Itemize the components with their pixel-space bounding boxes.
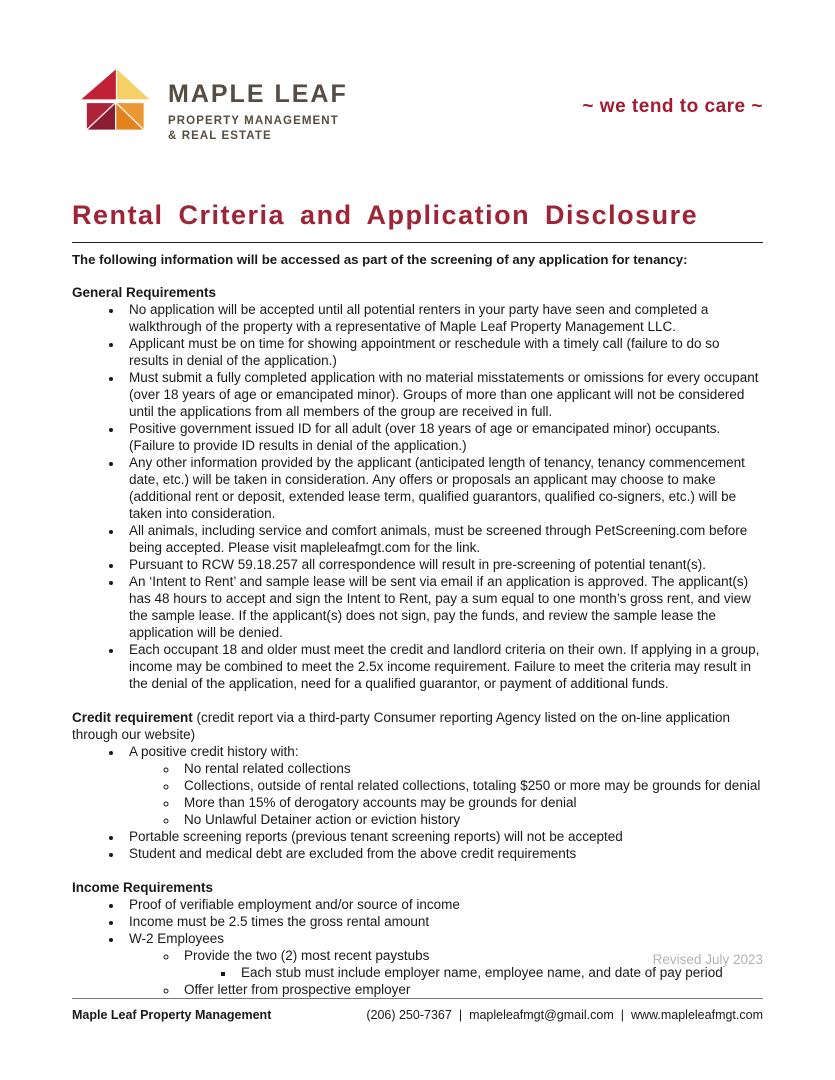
list-item-text: Proof of verifiable employment and/or source of income [129,897,460,912]
list-item-text: Portable screening reports (previous tenant screening reports) will not be accepted [129,829,623,844]
list-item [123,522,763,556]
list-item [123,641,763,692]
section-income-requirements [72,879,763,998]
list-item [123,573,763,641]
document-header [72,58,763,144]
section-heading-text: Credit requirement [72,710,193,725]
list-item-text: A positive credit history with: [129,744,299,759]
list-item [178,794,763,811]
list-item-text: An ‘Intent to Rent’ and sample lease will be sent via email if an application is approved. The applicant(s) has 48 hours to accept and sign the Intent to Rent, pay a sum equal to one month’s gross rent, and view the sample lease. If the applicant(s) does not sign, pay the funds, and review the sample lease the application will be denied. [129,574,751,640]
list-item [123,896,763,913]
list-item-text: Provide the two (2) most recent paystubs [184,948,430,963]
bullet-list-level-0 [72,743,763,862]
list-item-text: Must submit a fully completed application with no material misstatements or omissions for every occupant (over 18 years of age or emancipated minor). Groups of more than one applicant will not be considered until the applications from all members of the group are received in full. [129,370,759,419]
list-item-text: No rental related collections [184,761,351,776]
list-item [178,777,763,794]
list-item-text: All animals, including service and comfort animals, must be screened through PetScreening.com before being accepted. Please visit mapleleafmgt.com for the link. [129,523,748,555]
general-requirements-list [72,301,763,692]
logo-subtitle-1: PROPERTY MANAGEMENT [168,115,339,127]
list-item [123,420,763,454]
list-item-text: Income must be 2.5 times the gross rental amount [129,914,430,929]
list-item [123,913,763,930]
document-footer [72,998,763,1022]
house-logo-icon [72,58,156,142]
section-general-requirements [72,284,763,692]
section-heading [72,284,763,301]
section-credit-requirement [72,709,763,862]
list-item [123,556,763,573]
list-item [123,743,763,828]
list-item-text: Positive government issued ID for all adult (over 18 years of age or emancipated minor) occupants. (Failure to provide ID results in denial of the application.) [129,421,721,453]
logo-company-name: MAPLE LEAF [168,80,348,108]
list-item-text: Pursuant to RCW 59.18.257 all correspondence will result in pre-screening of potential tenant(s). [129,557,707,572]
list-item [178,811,763,828]
list-item [123,369,763,420]
list-item-text: Applicant must be on time for showing appointment or reschedule with a timely call (failure to do so results in denial of the application.) [129,336,720,368]
logo-wordmark [168,58,348,144]
list-item-text: No Unlawful Detainer action or eviction history [184,812,461,827]
credit-requirement-list [72,743,763,862]
list-item-text: W-2 Employees [129,931,225,946]
list-item-text: More than 15% of derogatory accounts may be grounds for denial [184,795,577,810]
footer-company-name: Maple Leaf Property Management [72,1008,272,1022]
list-item [123,454,763,522]
list-item [178,760,763,777]
section-heading [72,879,763,896]
section-heading-text: General Requirements [72,285,217,300]
list-item [178,981,763,998]
section-heading [72,709,763,743]
footer-email: mapleleafmgt@gmail.com [469,1008,614,1022]
list-item-text: Student and medical debt are excluded from the above credit requirements [129,846,577,861]
bullet-list-level-0 [72,301,763,692]
revision-date: Revised July 2023 [652,952,763,967]
section-heading-note: (credit report via a third-party Consumer reporting Agency listed on the on-line application through our website) [72,710,731,742]
footer-separator: | [458,1008,463,1022]
list-item [123,301,763,335]
list-item [123,828,763,845]
list-item-text: Any other information provided by the applicant (anticipated length of tenancy, tenancy commencement date, etc.) will be taken in consideration. Any offers or proposals an applicant may choose to make (additional rent or deposit, extended lease term, qualified guarantors, qualified co-signers, etc.) will be taken into consideration. [129,455,745,521]
page-title: Rental Criteria and Application Disclosure [72,200,699,230]
footer-website: www.mapleleafmgt.com [631,1008,763,1022]
income-requirements-list [72,896,763,998]
list-item-text: Each occupant 18 and older must meet the credit and landlord criteria on their own. If applying in a group, income may be combined to meet the 2.5x income requirement. Failure to meet the criteria may result in the denial of the application, need for a qualified guarantor, or payment of additional funds. [129,642,760,691]
list-item-text: Each stub must include employer name, employee name, and date of pay period [241,965,723,980]
title-divider [72,242,763,243]
logo-subtitle-2: & REAL ESTATE [168,130,272,142]
intro-text: The following information will be accessed as part of the screening of any application for tenancy: [72,252,688,267]
list-item-text: Offer letter from prospective employer [184,982,411,997]
footer-phone: (206) 250-7367 [366,1008,452,1022]
list-item-text: No application will be accepted until all potential renters in your party have seen and completed a walkthrough of the property with a representative of Maple Leaf Property Management LLC. [129,302,709,334]
footer-contact-info [366,1008,763,1022]
section-heading-text: Income Requirements [72,880,214,895]
bullet-list-level-0 [72,896,763,998]
list-item-text: Collections, outside of rental related collections, totaling $250 or more may be grounds for denial [184,778,761,793]
list-item [123,335,763,369]
list-item [123,845,763,862]
footer-separator: | [620,1008,624,1022]
company-tagline: ~ we tend to care ~ [582,96,763,117]
bullet-list-level-1 [129,760,763,828]
company-logo [72,58,348,144]
